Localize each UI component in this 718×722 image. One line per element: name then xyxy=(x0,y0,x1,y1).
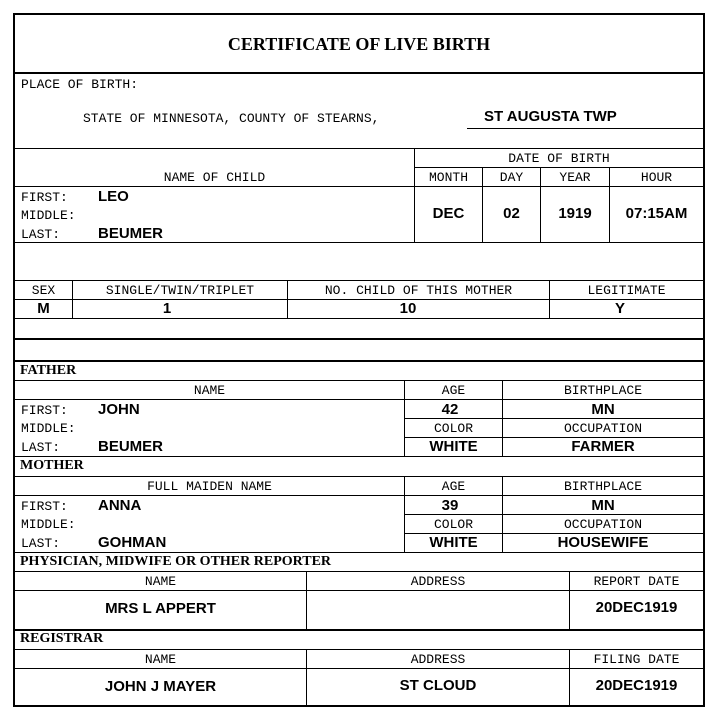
mother-occupation-label: OCCUPATION xyxy=(563,517,642,532)
divider xyxy=(405,514,703,515)
mother-first-label: FIRST: xyxy=(21,499,68,514)
divider xyxy=(15,399,703,400)
father-name-label: NAME xyxy=(193,383,226,398)
divider xyxy=(15,338,703,340)
divider xyxy=(405,418,703,419)
divider xyxy=(15,186,703,187)
divider xyxy=(15,360,703,362)
reporter-name: MRS L APPERT xyxy=(105,600,216,617)
reporter-heading: PHYSICIAN, MIDWIFE OR OTHER REPORTER xyxy=(20,554,332,569)
mother-color-label: COLOR xyxy=(433,517,473,532)
divider xyxy=(15,280,703,281)
divider xyxy=(15,571,703,572)
divider xyxy=(415,167,703,168)
filing-date-label: FILING DATE xyxy=(593,652,680,667)
mother-age-label: AGE xyxy=(441,479,466,494)
child-middle-label: MIDDLE: xyxy=(21,208,76,223)
township-underline xyxy=(467,128,703,129)
mother-last-name: GOHMAN xyxy=(98,534,167,551)
report-date: 20DEC1919 xyxy=(595,599,678,616)
mother-occupation: HOUSEWIFE xyxy=(557,534,649,551)
registrar-heading: REGISTRAR xyxy=(20,631,104,646)
father-occupation-label: OCCUPATION xyxy=(563,421,642,436)
father-last-name: BEUMER xyxy=(98,438,164,455)
plurality-label: SINGLE/TWIN/TRIPLET xyxy=(105,283,255,298)
child-number-value: 10 xyxy=(399,300,417,317)
birth-month: DEC xyxy=(432,205,465,222)
mother-birthplace: MN xyxy=(591,497,615,514)
mother-birthplace-label: BIRTHPLACE xyxy=(563,479,642,494)
father-occupation: FARMER xyxy=(571,438,635,455)
day-label: DAY xyxy=(499,170,524,185)
mother-name-label: FULL MAIDEN NAME xyxy=(147,479,272,494)
father-heading: FATHER xyxy=(20,363,77,378)
state-county-text: STATE OF MINNESOTA, COUNTY OF STEARNS, xyxy=(83,111,380,126)
registrar-name: JOHN J MAYER xyxy=(104,678,217,695)
child-name-label: NAME OF CHILD xyxy=(163,170,266,185)
certificate-title: CERTIFICATE OF LIVE BIRTH xyxy=(227,34,491,54)
mother-middle-label: MIDDLE: xyxy=(21,517,76,532)
child-first-label: FIRST: xyxy=(21,190,68,205)
father-last-label: LAST: xyxy=(21,440,61,455)
reporter-name-label: NAME xyxy=(144,574,177,589)
divider xyxy=(15,72,703,74)
father-birthplace: MN xyxy=(591,401,615,418)
divider xyxy=(414,148,415,242)
legitimate-value: Y xyxy=(614,300,625,317)
registrar-address: ST CLOUD xyxy=(399,677,477,694)
child-number-label: NO. CHILD OF THIS MOTHER xyxy=(324,283,513,298)
divider xyxy=(15,590,703,591)
month-label: MONTH xyxy=(428,170,468,185)
birth-year: 1919 xyxy=(558,205,592,222)
filing-date: 20DEC1919 xyxy=(595,677,678,694)
divider xyxy=(15,552,703,553)
divider xyxy=(15,148,703,149)
mother-first-name: ANNA xyxy=(98,497,142,514)
father-color-label: COLOR xyxy=(433,421,473,436)
mother-age: 39 xyxy=(441,497,459,514)
birth-day: 02 xyxy=(503,205,520,222)
birth-hour: 07:15AM xyxy=(625,205,688,222)
township-value: ST AUGUSTA TWP xyxy=(484,108,617,125)
registrar-address-label: ADDRESS xyxy=(410,652,466,667)
father-first-label: FIRST: xyxy=(21,403,68,418)
sex-label: SEX xyxy=(31,283,56,298)
father-age: 42 xyxy=(441,401,459,418)
legitimate-label: LEGITIMATE xyxy=(587,283,666,298)
father-color: WHITE xyxy=(429,438,478,455)
mother-color: WHITE xyxy=(429,534,478,551)
divider xyxy=(15,629,703,631)
divider xyxy=(15,318,703,319)
sex-value: M xyxy=(37,300,50,317)
child-last-label: LAST: xyxy=(21,227,61,242)
child-first-name: LEO xyxy=(98,188,129,205)
date-of-birth-label: DATE OF BIRTH xyxy=(508,151,610,166)
registrar-name-label: NAME xyxy=(144,652,177,667)
divider xyxy=(15,242,703,243)
year-label: YEAR xyxy=(559,170,591,185)
divider xyxy=(15,649,703,650)
father-age-label: AGE xyxy=(441,383,466,398)
divider xyxy=(15,476,703,477)
mother-heading: MOTHER xyxy=(20,458,84,473)
place-of-birth-label: PLACE OF BIRTH: xyxy=(21,77,139,92)
father-first-name: JOHN xyxy=(98,401,140,418)
report-date-label: REPORT DATE xyxy=(593,574,680,589)
father-birthplace-label: BIRTHPLACE xyxy=(563,383,642,398)
hour-label: HOUR xyxy=(640,170,673,185)
divider xyxy=(15,456,703,457)
reporter-address-label: ADDRESS xyxy=(410,574,466,589)
father-middle-label: MIDDLE: xyxy=(21,421,76,436)
plurality-value: 1 xyxy=(162,300,172,317)
child-last-name: BEUMER xyxy=(98,225,164,242)
mother-last-label: LAST: xyxy=(21,536,61,551)
divider xyxy=(15,495,703,496)
divider xyxy=(15,380,703,381)
divider xyxy=(15,668,703,669)
